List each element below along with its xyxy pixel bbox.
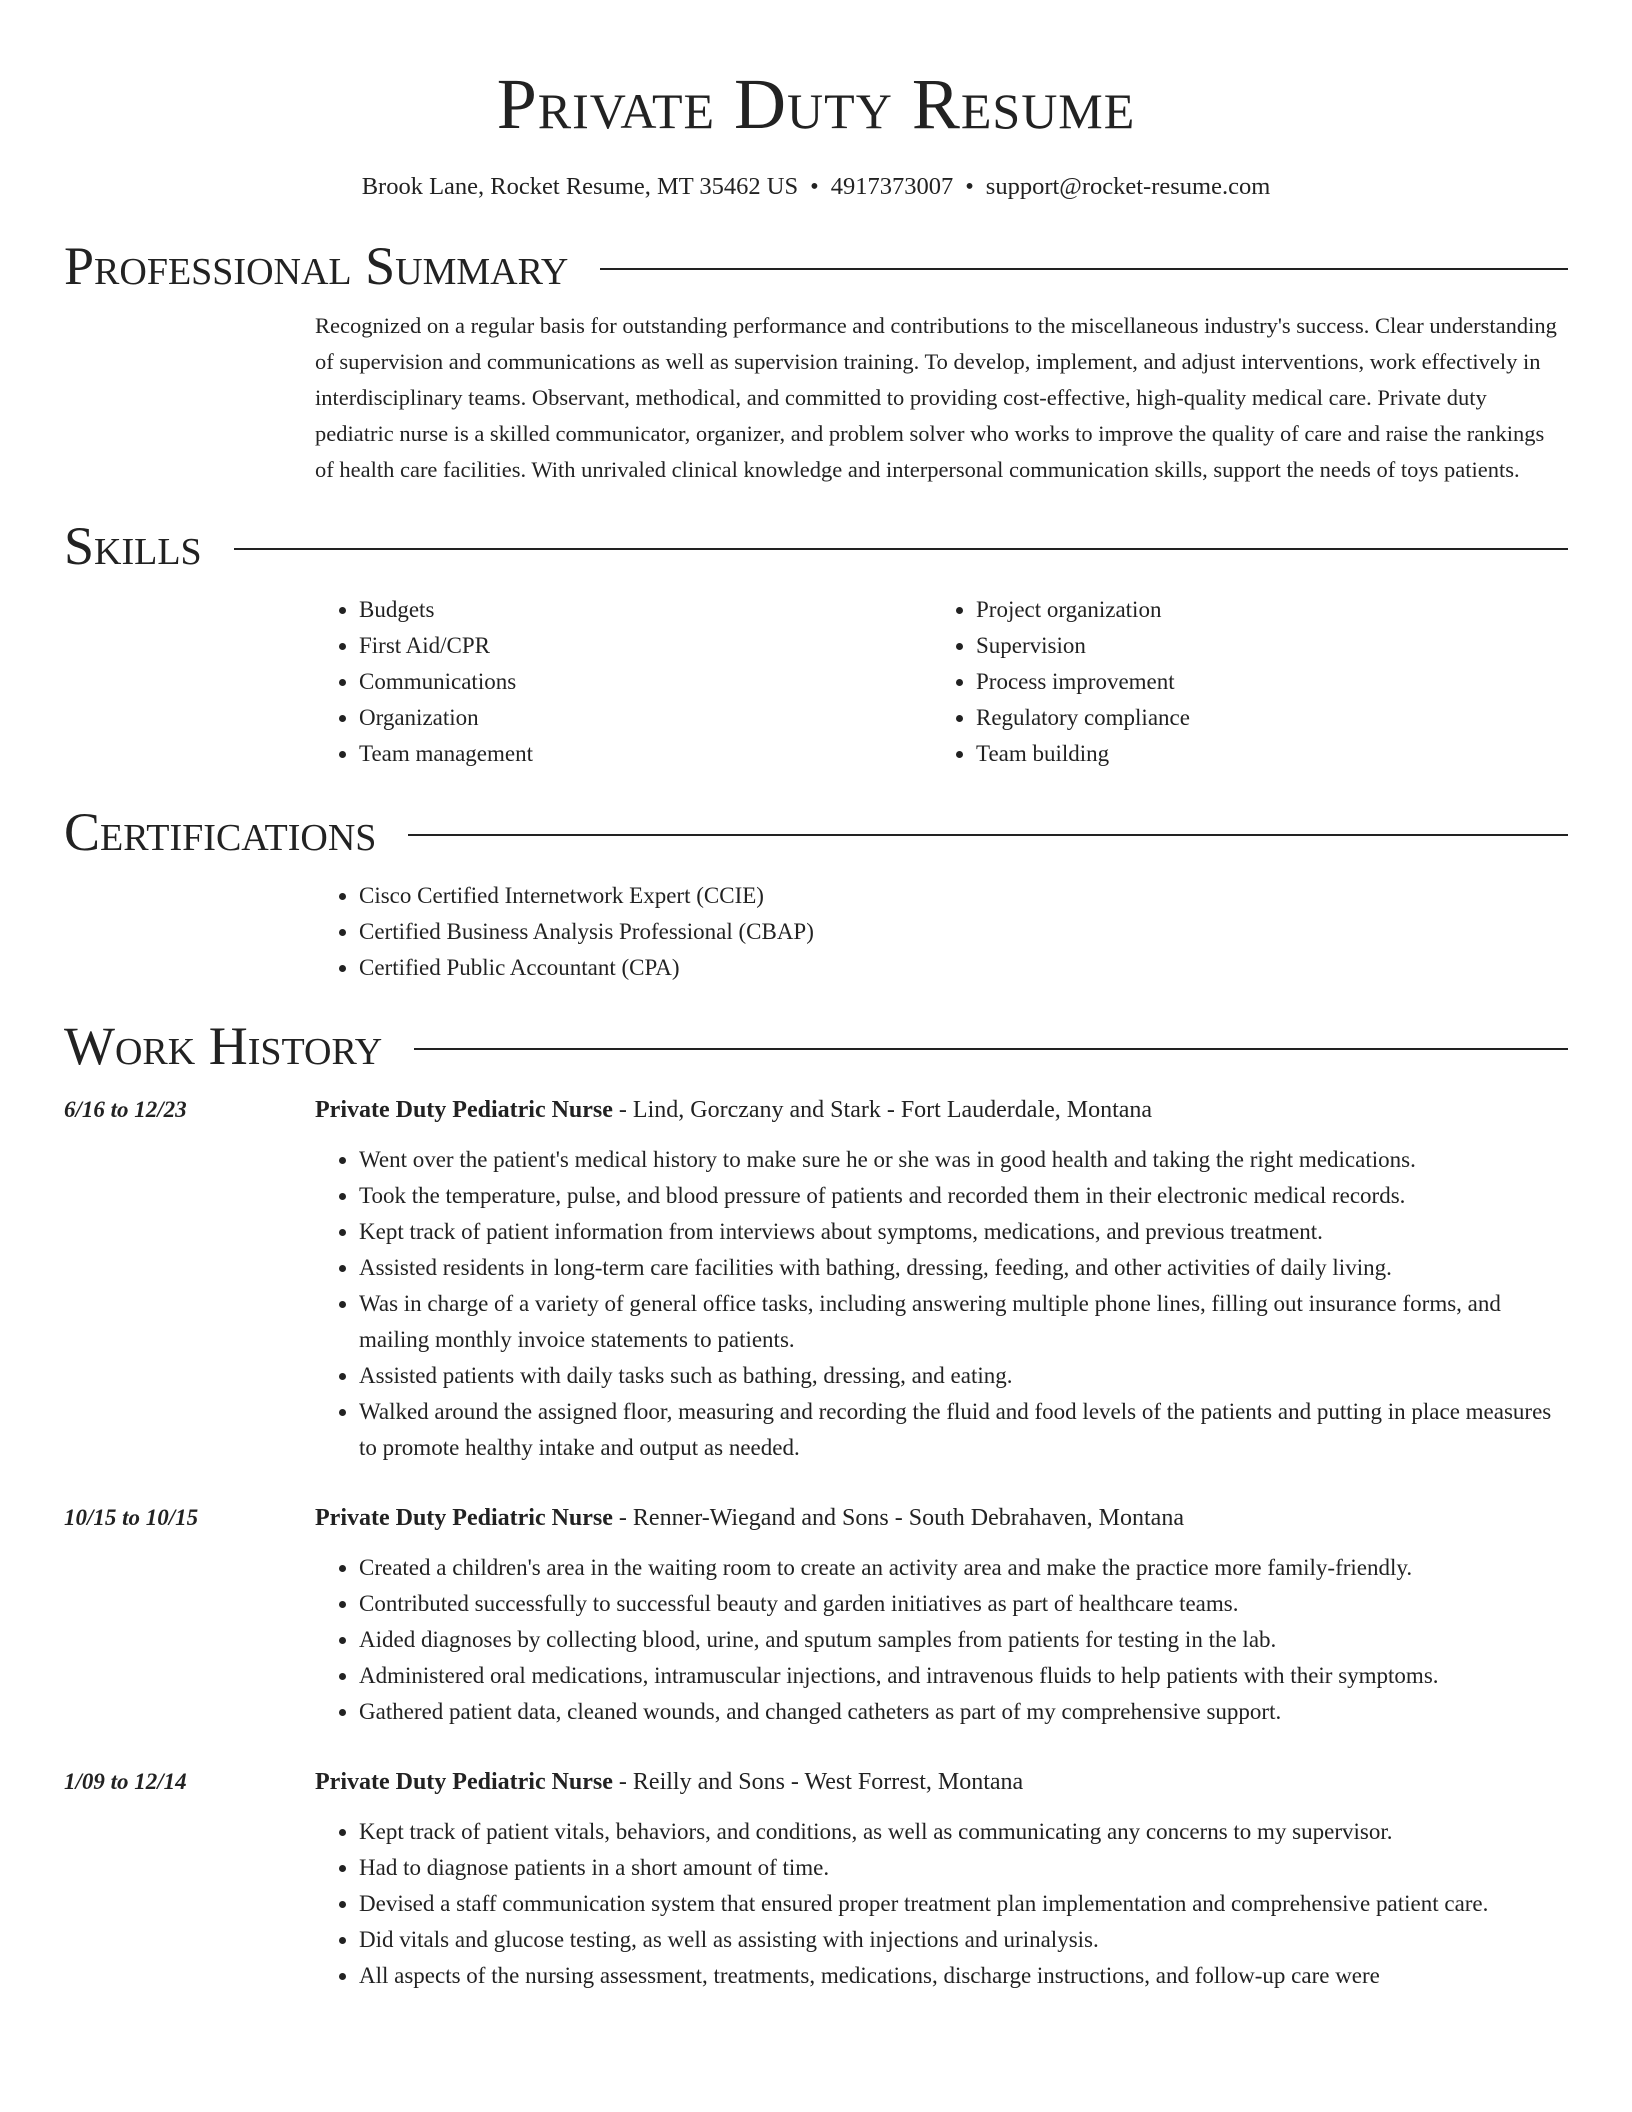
- job-employer-location: - Reilly and Sons - West Forrest, Montana: [612, 1769, 1024, 1795]
- certifications-list: [315, 878, 1568, 986]
- job-title-line: [315, 1500, 1568, 1536]
- summary-text: Recognized on a regular basis for outstanding performance and contributions to the miscellaneous industry's success. Clear understanding of supervision and communications as well as supervision training. To develop, implement, and adjust interventions, work effectively in interdisciplinary teams. Observant, methodical, and committed to providing cost-effective, high-quality medical care. Private duty pediatric nurse is a skilled communicator, organizer, and problem solver who works to improve the quality of care and raise the rankings of health care facilities. With unrivaled clinical knowledge and interpersonal communication skills, support the needs of toys patients.: [315, 313, 1557, 482]
- summary-header: [64, 234, 1568, 298]
- certification-item: • Certified Public Accountant (CPA): [359, 950, 1568, 986]
- job-bullet: • Devised a staff communication system that ensured proper treatment plan implementation and comprehensive patient care.: [359, 1886, 1568, 1922]
- contact-phone: 4917373007: [830, 173, 954, 200]
- skills-body: [315, 592, 1568, 772]
- work-history-heading: Work History: [64, 1016, 383, 1076]
- summary-section: [64, 234, 1568, 488]
- work-history-section: [64, 1014, 1568, 1994]
- job-bullet: • Was in charge of a variety of general office tasks, including answering multiple phone lines, filling out insurance forms, and mailing monthly invoice statements to patients.: [359, 1286, 1568, 1358]
- job-bullets: [315, 1142, 1568, 1466]
- job-bullet: • Gathered patient data, cleaned wounds, and changed catheters as part of my comprehensive support.: [359, 1694, 1568, 1730]
- contact-address: Brook Lane, Rocket Resume, MT 35462 US: [361, 173, 799, 200]
- job-entry: [64, 1092, 1568, 1466]
- job-bullet: • Walked around the assigned floor, measuring and recording the fluid and food levels of the patients and putting in place measures to promote healthy intake and output as needed.: [359, 1394, 1568, 1466]
- work-history-header: [64, 1014, 1568, 1078]
- certification-item: • Cisco Certified Internetwork Expert (CCIE): [359, 878, 1568, 914]
- job-bullet: • Kept track of patient vitals, behaviors, and conditions, as well as communicating any concerns to my supervisor.: [359, 1814, 1568, 1850]
- job-details: [315, 1500, 1568, 1730]
- job-title-line: [315, 1764, 1568, 1800]
- job-bullet: • All aspects of the nursing assessment, treatments, medications, discharge instructions, and follow-up care were: [359, 1958, 1568, 1994]
- summary-heading: Professional Summary: [64, 236, 569, 296]
- job-dates: 10/15 to 10/15: [64, 1505, 199, 1530]
- job-employer-location: - Renner-Wiegand and Sons - South Debrahaven, Montana: [612, 1505, 1184, 1531]
- skill-item: • Team management: [359, 736, 932, 772]
- certifications-header: [64, 800, 1568, 864]
- job-bullet: • Took the temperature, pulse, and blood pressure of patients and recorded them in their electronic medical records.: [359, 1178, 1568, 1214]
- job-entry: [64, 1764, 1568, 1994]
- certifications-heading: Certifications: [64, 802, 377, 862]
- job-bullet: • Aided diagnoses by collecting blood, urine, and sputum samples from patients for testing in the lab.: [359, 1622, 1568, 1658]
- skills-header: [64, 514, 1568, 578]
- job-role: Private Duty Pediatric Nurse: [315, 1097, 613, 1123]
- job-entry: [64, 1500, 1568, 1730]
- job-title-line: [315, 1092, 1568, 1128]
- contact-email: support@rocket-resume.com: [985, 173, 1271, 200]
- section-divider: [600, 268, 1568, 270]
- job-bullet: • Did vitals and glucose testing, as well as assisting with injections and urinalysis.: [359, 1922, 1568, 1958]
- job-dates: 1/09 to 12/14: [64, 1769, 187, 1794]
- section-divider: [234, 548, 1568, 550]
- job-details: [315, 1092, 1568, 1466]
- skill-item: • Regulatory compliance: [976, 700, 1549, 736]
- skill-item: • Project organization: [976, 592, 1549, 628]
- skill-item: • Organization: [359, 700, 932, 736]
- skills-section: [64, 514, 1568, 772]
- job-bullet: • Went over the patient's medical history to make sure he or she was in good health and taking the right medications.: [359, 1142, 1568, 1178]
- skill-item: • First Aid/CPR: [359, 628, 932, 664]
- skill-item: • Budgets: [359, 592, 932, 628]
- job-role: Private Duty Pediatric Nurse: [315, 1769, 613, 1795]
- summary-body: [315, 308, 1568, 488]
- skills-heading: Skills: [64, 516, 202, 576]
- job-bullet: • Assisted residents in long-term care facilities with bathing, dressing, feeding, and other activities of daily living.: [359, 1250, 1568, 1286]
- resume-title: Private Duty Resume: [496, 64, 1136, 144]
- job-dates: 6/16 to 12/23: [64, 1097, 187, 1122]
- contact-line: [64, 170, 1568, 204]
- job-employer-location: - Lind, Gorczany and Stark - Fort Lauderdale, Montana: [612, 1097, 1153, 1123]
- job-bullet: • Created a children's area in the waiting room to create an activity area and make the practice more family-friendly.: [359, 1550, 1568, 1586]
- job-details: [315, 1764, 1568, 1994]
- job-bullets: [315, 1550, 1568, 1730]
- job-role: Private Duty Pediatric Nurse: [315, 1505, 613, 1531]
- job-bullet: • Administered oral medications, intramuscular injections, and intravenous fluids to help patients with their symptoms.: [359, 1658, 1568, 1694]
- certifications-section: [64, 800, 1568, 986]
- skill-item: • Process improvement: [976, 664, 1549, 700]
- job-bullets: [315, 1814, 1568, 1994]
- skills-list-right: [932, 592, 1549, 772]
- contact-separator: •: [810, 173, 819, 200]
- skill-item: • Team building: [976, 736, 1549, 772]
- job-bullet: • Assisted patients with daily tasks such as bathing, dressing, and eating.: [359, 1358, 1568, 1394]
- skills-grid: [315, 592, 1568, 772]
- job-bullet: • Contributed successfully to successful beauty and garden initiatives as part of healthcare teams.: [359, 1586, 1568, 1622]
- section-divider: [408, 834, 1568, 836]
- skills-list-left: [315, 592, 932, 772]
- certifications-body: [315, 878, 1568, 986]
- job-bullet: • Had to diagnose patients in a short amount of time.: [359, 1850, 1568, 1886]
- skill-item: • Communications: [359, 664, 932, 700]
- contact-separator: •: [965, 173, 974, 200]
- section-divider: [414, 1048, 1568, 1050]
- certification-item: • Certified Business Analysis Professional (CBAP): [359, 914, 1568, 950]
- job-bullet: • Kept track of patient information from interviews about symptoms, medications, and previous treatment.: [359, 1214, 1568, 1250]
- skill-item: • Supervision: [976, 628, 1549, 664]
